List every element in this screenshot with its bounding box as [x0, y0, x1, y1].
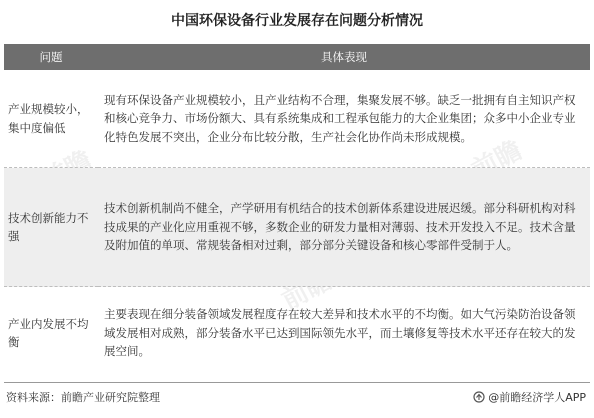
- issues-table: [4, 44, 590, 379]
- detail-cell: 主要表现在细分装备领域发展程度存在较大差异和技术水平的不均衡。如大气污染防治设备领域发展相对成熟，部分装备水平已达到国际领先水平，而土壤修复等技术水平还存在较大的发展空间。: [104, 307, 576, 359]
- credit-text: @前瞻经济学人APP: [488, 391, 586, 404]
- watermark: 前瞻: [467, 135, 528, 187]
- issue-cell: 产业规模较小，集中度偏低: [4, 70, 98, 168]
- table-row: [4, 168, 590, 287]
- detail-cell: 现有环保设备产业规模较小，且产业结构不合理，集聚发展不够。缺乏一批拥有自主知识产权和核心竞争力、市场份额大、具有系统集成和工程承包能力的大企业集团；众多中小企业专业化特色发展不突出，企业分布比较分散，生产社会化协作尚未形成规模。: [98, 70, 590, 168]
- issue-cell: 产业内发展不均衡: [8, 316, 89, 349]
- detail-cell: 技术创新机制尚不健全，产学研用有机结合的技术创新体系建设进展迟缓。部分科研机构对科技成果的产业化应用重视不够，多数企业的研发力量相对薄弱、技术开发投入不足。技术含量及附加值的单项、常规装备相对过剩，部分部分关键设备和核心零部件受制于人。: [98, 168, 590, 287]
- credit: [473, 389, 586, 405]
- issue-cell: 技术创新能力不强: [4, 168, 98, 287]
- qianzhan-logo-icon: [473, 391, 485, 403]
- watermark: 前瞻: [277, 265, 338, 317]
- page-title: 中国环保设备行业发展存在问题分析情况: [171, 13, 423, 29]
- table-header-row: [4, 44, 590, 70]
- source-note: 资料来源：前瞻产业研究院整理: [6, 391, 160, 404]
- column-header-issue: 问题: [4, 44, 98, 70]
- column-header-detail: 具体表现: [98, 44, 590, 70]
- table-row: [4, 287, 590, 380]
- footer-divider: [4, 382, 590, 383]
- table-row: [4, 70, 590, 168]
